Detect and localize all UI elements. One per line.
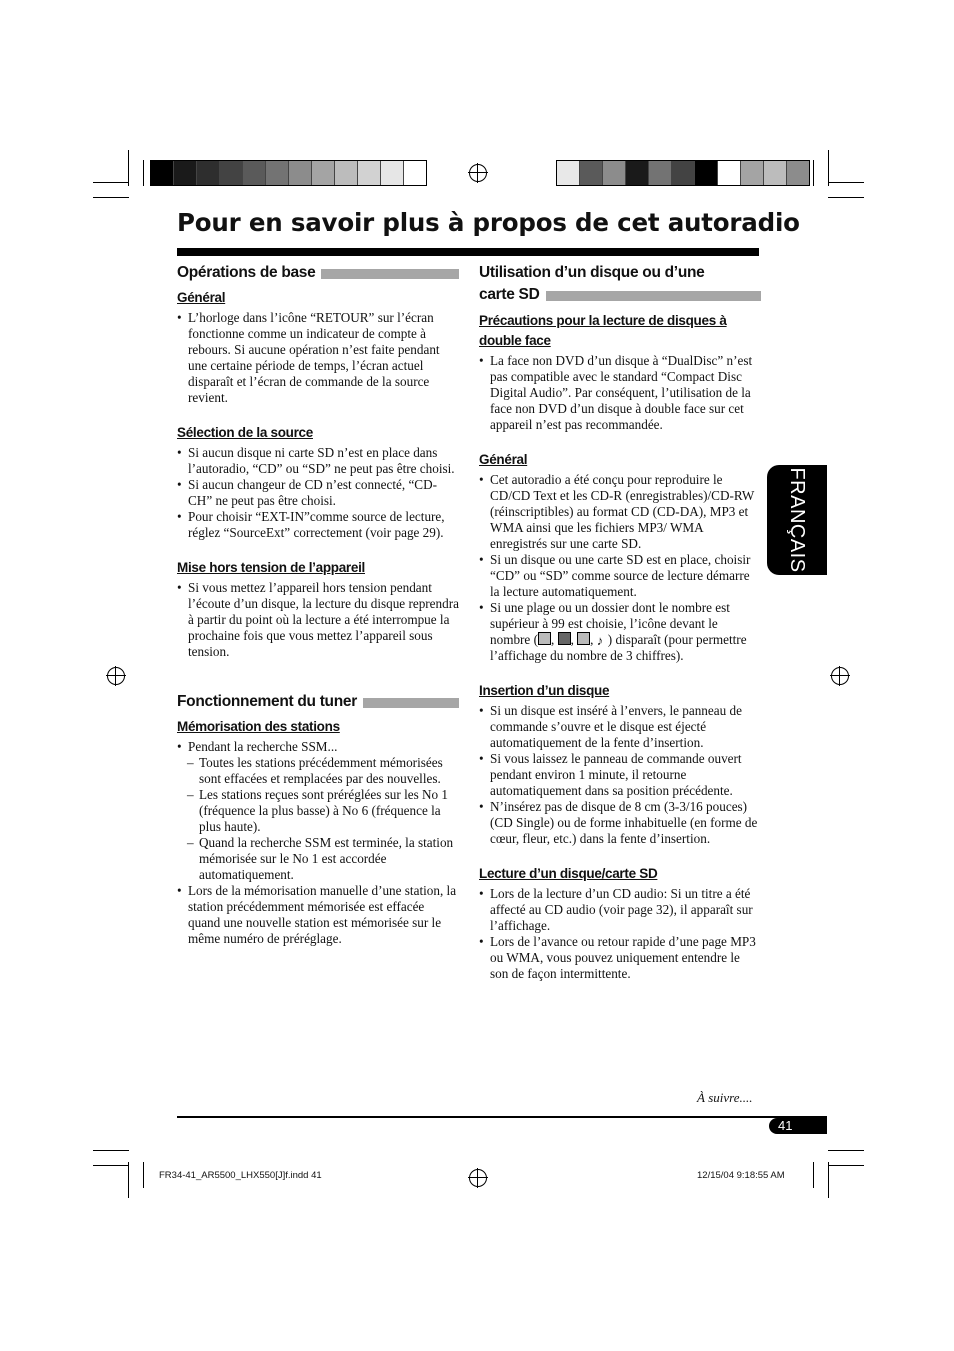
list-item: • Si vous laissez le panneau de commande ouvert pendant environ 1 minute, il retourne automatiquement dans sa position précédente. [479,751,761,799]
section-heading-text: Fonctionnement du tuner [177,693,357,710]
list-item: • Si un disque ou une carte SD est en place, choisir “CD” ou “SD” comme source de lecture démarre la lecture automatiquement. [479,552,761,600]
memorisation-list [177,739,459,947]
double-face-list [479,353,761,433]
list-item: • N’insérez pas de disque de 8 cm (3-3/16 pouces) (CD Single) ou de forme inhabituelle (en forme de cœur, fleur, etc.) dans la fente d’insertion. [479,799,761,847]
list-item: • Cet autoradio a été conçu pour reproduire le CD/CD Text et les CD-R (enregistrables)/CD-RW (réinscriptibles) au format CD (CD-DA), MP3 et WMA ainsi que les fichiers MP3/ WMA enregistrés sur une carte SD. [479,472,761,552]
page-number: 41 [769,1118,827,1134]
list-item: • La face non DVD d’un disque à “DualDisc” n’est pas compatible avec le standard “Compact Disc Digital Audio”. Par conséquent, l’utilisation de la face non DVD d’un disque à double face sur cet appareil n’est pas recommandée. [479,353,761,433]
color-swatch [580,161,603,185]
general-list [479,472,761,664]
section-heading-text: carte SD [479,286,540,303]
section-heading-text: Opérations de base [177,264,316,281]
color-swatch [243,161,266,185]
subheading-insertion: Insertion d’un disque [479,683,610,698]
color-swatch [695,161,718,185]
subheading-power: Mise hors tension de l’appareil [177,560,365,575]
color-bar-right [556,160,810,186]
language-tab-label: FRANÇAIS [786,467,809,573]
color-swatch [764,161,787,185]
color-swatch [335,161,358,185]
continued-label: À suivre.... [697,1090,753,1105]
color-bar-left [150,160,427,186]
color-swatch [649,161,672,185]
color-swatch [289,161,312,185]
page-title: Pour en savoir plus à propos de cet autoradio [177,208,800,237]
section-heading-tuner [177,691,459,713]
section-heading-operations [177,262,459,284]
playback-list [479,886,761,982]
registration-mark-icon [107,667,125,685]
color-swatch [741,161,764,185]
list-item: • Pour choisir “EXT-IN”comme source de lecture, réglez “SourceExt” correctement (voir page 29). [177,509,459,541]
list-item: • Lors de la mémorisation manuelle d’une station, la station précédemment mémorisée est effacée quand une nouvelle station est mémorisée sur le même numéro de préréglage. [177,883,459,947]
footer-filename: FR34-41_AR5500_LHX550[J]f.indd 41 [159,1170,322,1181]
insertion-list [479,703,761,847]
color-swatch [603,161,626,185]
color-swatch [381,161,404,185]
color-swatch [197,161,220,185]
color-swatch [626,161,649,185]
color-swatch [672,161,695,185]
list-item: • Si aucun disque ni carte SD n’est en place dans l’autoradio, “CD” ou “SD” ne peut pas être choisi. [177,445,459,477]
section-rule [321,269,459,279]
list-item: • L’horloge dans l’icône “RETOUR” sur l’écran fonctionne comme un indicateur de compte à rebours. Si aucune opération n’est faite pendant une certaine période de temps, l’écran actuel disparaît et l’écran de commande de la source revient. [177,310,459,406]
track-icon [577,632,590,645]
power-list [177,580,459,660]
color-swatch [266,161,289,185]
subheading-source: Sélection de la source [177,425,313,440]
footer-timestamp: 12/15/04 9:18:55 AM [697,1170,785,1181]
title-rule [177,248,759,256]
icon-text-after: ) disparaît (pour permettre l’affichage du nombre de 3 chiffres). [490,632,747,663]
list-subitem: – Toutes les stations précédemment mémorisées sont effacées et remplacées par des nouvelles. [177,755,459,787]
subheading-memorisation: Mémorisation des stations [177,719,340,734]
color-swatch [312,161,335,185]
icon-text-before: Si une plage ou un dossier dont le nombre est supérieur à 99 est choisie, l’icône devant le nombre ( [490,600,730,647]
color-swatch [404,161,426,185]
list-item-icons: • Si une plage ou un dossier dont le nombre est supérieur à 99 est choisie, l’icône devant le nombre ( , , , ♪ ) disparaît (pour permettre l’affichage du nombre de 3 chiffres). [479,600,761,664]
section-heading-disc [479,262,761,306]
list-item: • Lors de l’avance ou retour rapide d’une page MP3 ou WMA, vous pouvez uniquement entendre le son de façon intermittente. [479,934,761,982]
list-item: • Si un disque est inséré à l’envers, le panneau de commande s’ouvre et le disque est éjecté automatiquement de la fente d’insertion. [479,703,761,751]
language-tab [767,465,827,575]
section-rule [546,291,762,301]
color-swatch [718,161,741,185]
folder-icon [558,632,571,645]
list-item: • Lors de la lecture d’un CD audio: Si un titre a été affecté au CD audio (voir page 32), il apparaît sur l’affichage. [479,886,761,934]
registration-mark-icon [469,164,487,182]
color-swatch [358,161,381,185]
registration-mark-icon [831,667,849,685]
disc-icon [538,632,551,645]
music-note-icon: ♪ [596,633,604,648]
list-subitem: – Les stations reçues sont préréglées sur les No 1 (fréquence la plus basse) à No 6 (fréquence la plus haute). [177,787,459,835]
list-item: • Si vous mettez l’appareil hors tension pendant l’écoute d’un disque, la lecture du disque reprendra à partir du point où la lecture a été interrompue la prochaine fois que vous mettez l’appareil sous tension. [177,580,459,660]
subheading-general: Général [479,452,528,467]
color-swatch [151,161,174,185]
section-rule [363,698,459,708]
section-heading-text: Utilisation d’un disque ou d’une [479,264,705,281]
subheading-playback: Lecture d’un disque/carte SD [479,866,658,881]
color-swatch [787,161,809,185]
list-item: • Si aucun changeur de CD n’est connecté, “CD-CH” ne peut pas être choisi. [177,477,459,509]
bottom-rule [177,1116,827,1118]
subheading-general: Général [177,290,226,305]
subheading-double-face: Précautions pour la lecture de disques à double face [479,313,727,348]
list-item: • Pendant la recherche SSM... [177,739,459,755]
color-swatch [174,161,197,185]
registration-mark-icon [469,1169,487,1187]
color-swatch [220,161,243,185]
list-subitem: – Quand la recherche SSM est terminée, la station mémorisée sur le No 1 est accordée automatiquement. [177,835,459,883]
source-list [177,445,459,541]
right-column [479,262,761,982]
color-swatch [557,161,580,185]
general-list [177,310,459,406]
left-column [177,262,459,947]
